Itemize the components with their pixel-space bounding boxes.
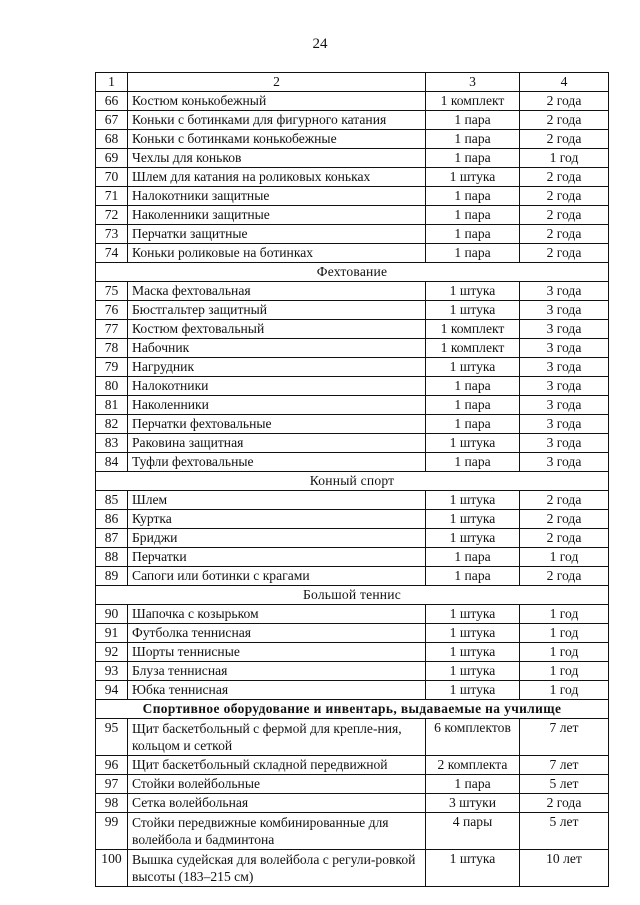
item-term: 3 года	[520, 339, 609, 358]
row-number: 84	[96, 453, 128, 472]
row-number: 73	[96, 225, 128, 244]
item-term: 1 год	[520, 624, 609, 643]
item-name: Юбка теннисная	[128, 681, 426, 700]
row-number: 88	[96, 548, 128, 567]
item-name: Сапоги или ботинки с крагами	[128, 567, 426, 586]
item-term: 3 года	[520, 415, 609, 434]
item-quantity: 1 комплект	[426, 92, 520, 111]
item-quantity: 1 пара	[426, 775, 520, 794]
item-term: 2 года	[520, 92, 609, 111]
item-term: 2 года	[520, 168, 609, 187]
table-row	[96, 719, 609, 756]
item-quantity: 4 пары	[426, 813, 520, 850]
table-row	[96, 225, 609, 244]
row-number: 87	[96, 529, 128, 548]
item-name: Шлем	[128, 491, 426, 510]
item-name: Коньки с ботинками конькобежные	[128, 130, 426, 149]
row-number: 97	[96, 775, 128, 794]
row-number: 98	[96, 794, 128, 813]
table-row	[96, 624, 609, 643]
table-row	[96, 111, 609, 130]
item-term: 7 лет	[520, 719, 609, 756]
item-name: Шапочка с козырьком	[128, 605, 426, 624]
table-row	[96, 168, 609, 187]
table-row	[96, 339, 609, 358]
item-term: 1 год	[520, 149, 609, 168]
item-name: Щит баскетбольный складной передвижной	[128, 756, 426, 775]
item-term: 3 года	[520, 377, 609, 396]
item-quantity: 1 штука	[426, 282, 520, 301]
column-header-number: 1	[96, 73, 128, 92]
item-name: Маска фехтовальная	[128, 282, 426, 301]
row-number: 100	[96, 850, 128, 887]
table-body	[96, 73, 609, 887]
item-quantity: 1 штука	[426, 358, 520, 377]
row-number: 96	[96, 756, 128, 775]
table-row	[96, 643, 609, 662]
section-header-row	[96, 586, 609, 605]
row-number: 67	[96, 111, 128, 130]
item-term: 2 года	[520, 491, 609, 510]
row-number: 89	[96, 567, 128, 586]
item-term: 10 лет	[520, 850, 609, 887]
item-term: 1 год	[520, 605, 609, 624]
item-name: Бюстгальтер защитный	[128, 301, 426, 320]
item-quantity: 1 пара	[426, 567, 520, 586]
item-quantity: 6 комплектов	[426, 719, 520, 756]
item-name: Куртка	[128, 510, 426, 529]
item-name: Вышка судейская для волейбола с регули-ровкой высоты (183–215 см)	[128, 850, 426, 887]
item-quantity: 1 пара	[426, 453, 520, 472]
table-row	[96, 567, 609, 586]
item-term: 1 год	[520, 662, 609, 681]
item-quantity: 1 штука	[426, 605, 520, 624]
item-quantity: 1 штука	[426, 662, 520, 681]
item-term: 2 года	[520, 130, 609, 149]
item-term: 2 года	[520, 225, 609, 244]
item-quantity: 1 пара	[426, 396, 520, 415]
item-term: 3 года	[520, 282, 609, 301]
item-name: Футболка теннисная	[128, 624, 426, 643]
item-quantity: 1 пара	[426, 206, 520, 225]
row-number: 99	[96, 813, 128, 850]
item-quantity: 1 пара	[426, 415, 520, 434]
item-quantity: 1 штука	[426, 301, 520, 320]
item-name: Налокотники защитные	[128, 187, 426, 206]
item-name: Налокотники	[128, 377, 426, 396]
section-header-row	[96, 263, 609, 282]
table-row	[96, 453, 609, 472]
item-term: 2 года	[520, 510, 609, 529]
table-row	[96, 358, 609, 377]
item-term: 3 года	[520, 358, 609, 377]
item-name: Раковина защитная	[128, 434, 426, 453]
item-name: Перчатки защитные	[128, 225, 426, 244]
section-title: Фехтование	[96, 263, 609, 282]
item-quantity: 1 комплект	[426, 320, 520, 339]
table-row	[96, 415, 609, 434]
table-row	[96, 396, 609, 415]
item-name: Костюм конькобежный	[128, 92, 426, 111]
item-term: 1 год	[520, 548, 609, 567]
table-row	[96, 377, 609, 396]
item-term: 5 лет	[520, 813, 609, 850]
item-quantity: 1 штука	[426, 643, 520, 662]
row-number: 81	[96, 396, 128, 415]
item-term: 5 лет	[520, 775, 609, 794]
row-number: 95	[96, 719, 128, 756]
table-row	[96, 775, 609, 794]
item-term: 3 года	[520, 396, 609, 415]
item-term: 1 год	[520, 681, 609, 700]
item-quantity: 1 штука	[426, 168, 520, 187]
table-row	[96, 434, 609, 453]
item-term: 3 года	[520, 320, 609, 339]
table-row	[96, 244, 609, 263]
item-name: Щит баскетбольный с фермой для крепле-ния, кольцом и сеткой	[128, 719, 426, 756]
item-term: 2 года	[520, 529, 609, 548]
row-number: 80	[96, 377, 128, 396]
table-row	[96, 92, 609, 111]
row-number: 69	[96, 149, 128, 168]
row-number: 71	[96, 187, 128, 206]
column-header-name: 2	[128, 73, 426, 92]
item-quantity: 1 пара	[426, 244, 520, 263]
item-name: Блуза теннисная	[128, 662, 426, 681]
item-term: 3 года	[520, 434, 609, 453]
item-quantity: 1 пара	[426, 111, 520, 130]
equipment-table	[95, 72, 609, 887]
item-name: Шорты теннисные	[128, 643, 426, 662]
item-quantity: 1 пара	[426, 130, 520, 149]
item-quantity: 1 штука	[426, 624, 520, 643]
item-name: Коньки роликовые на ботинках	[128, 244, 426, 263]
item-quantity: 3 штуки	[426, 794, 520, 813]
section-title: Большой теннис	[96, 586, 609, 605]
row-number: 76	[96, 301, 128, 320]
row-number: 90	[96, 605, 128, 624]
table-row	[96, 282, 609, 301]
item-term: 2 года	[520, 187, 609, 206]
item-term: 3 года	[520, 453, 609, 472]
item-name: Стойки волейбольные	[128, 775, 426, 794]
table-row	[96, 850, 609, 887]
row-number: 79	[96, 358, 128, 377]
item-term: 2 года	[520, 794, 609, 813]
row-number: 91	[96, 624, 128, 643]
table-row	[96, 320, 609, 339]
row-number: 66	[96, 92, 128, 111]
item-quantity: 1 штука	[426, 434, 520, 453]
row-number: 93	[96, 662, 128, 681]
table-row	[96, 149, 609, 168]
table-row	[96, 491, 609, 510]
table-row	[96, 794, 609, 813]
item-name: Перчатки фехтовальные	[128, 415, 426, 434]
item-quantity: 1 штука	[426, 491, 520, 510]
item-name: Наколенники защитные	[128, 206, 426, 225]
table-row	[96, 548, 609, 567]
item-quantity: 1 штука	[426, 681, 520, 700]
row-number: 70	[96, 168, 128, 187]
table-row	[96, 301, 609, 320]
row-number: 75	[96, 282, 128, 301]
table-header-row	[96, 73, 609, 92]
item-name: Наколенники	[128, 396, 426, 415]
table-row	[96, 529, 609, 548]
item-term: 2 года	[520, 567, 609, 586]
item-name: Сетка волейбольная	[128, 794, 426, 813]
item-quantity: 1 штука	[426, 510, 520, 529]
section-header-row	[96, 472, 609, 491]
table-row	[96, 187, 609, 206]
section-header-row	[96, 700, 609, 719]
row-number: 77	[96, 320, 128, 339]
table-row	[96, 130, 609, 149]
item-name: Нагрудник	[128, 358, 426, 377]
row-number: 82	[96, 415, 128, 434]
item-name: Чехлы для коньков	[128, 149, 426, 168]
item-quantity: 1 пара	[426, 548, 520, 567]
item-name: Костюм фехтовальный	[128, 320, 426, 339]
row-number: 74	[96, 244, 128, 263]
item-term: 7 лет	[520, 756, 609, 775]
item-name: Туфли фехтовальные	[128, 453, 426, 472]
table-row	[96, 662, 609, 681]
table-row	[96, 510, 609, 529]
item-name: Коньки с ботинками для фигурного катания	[128, 111, 426, 130]
item-quantity: 1 штука	[426, 850, 520, 887]
row-number: 72	[96, 206, 128, 225]
item-quantity: 1 пара	[426, 377, 520, 396]
item-quantity: 2 комплекта	[426, 756, 520, 775]
table-row	[96, 813, 609, 850]
item-term: 2 года	[520, 111, 609, 130]
item-term: 2 года	[520, 244, 609, 263]
row-number: 85	[96, 491, 128, 510]
item-quantity: 1 пара	[426, 187, 520, 206]
item-name: Стойки передвижные комбинированные для волейбола и бадминтона	[128, 813, 426, 850]
table-row	[96, 605, 609, 624]
table-row	[96, 206, 609, 225]
row-number: 68	[96, 130, 128, 149]
row-number: 78	[96, 339, 128, 358]
item-quantity: 1 комплект	[426, 339, 520, 358]
section-title: Конный спорт	[96, 472, 609, 491]
row-number: 94	[96, 681, 128, 700]
item-name: Шлем для катания на роликовых коньках	[128, 168, 426, 187]
row-number: 83	[96, 434, 128, 453]
page-number: 24	[312, 36, 328, 52]
item-name: Перчатки	[128, 548, 426, 567]
table-row	[96, 681, 609, 700]
item-name: Набочник	[128, 339, 426, 358]
column-header-quantity: 3	[426, 73, 520, 92]
column-header-term: 4	[520, 73, 609, 92]
item-quantity: 1 пара	[426, 225, 520, 244]
item-term: 2 года	[520, 206, 609, 225]
item-name: Бриджи	[128, 529, 426, 548]
item-term: 3 года	[520, 301, 609, 320]
item-quantity: 1 штука	[426, 529, 520, 548]
item-term: 1 год	[520, 643, 609, 662]
row-number: 92	[96, 643, 128, 662]
row-number: 86	[96, 510, 128, 529]
table-row	[96, 756, 609, 775]
section-title: Спортивное оборудование и инвентарь, выдаваемые на училище	[96, 700, 609, 719]
item-quantity: 1 пара	[426, 149, 520, 168]
